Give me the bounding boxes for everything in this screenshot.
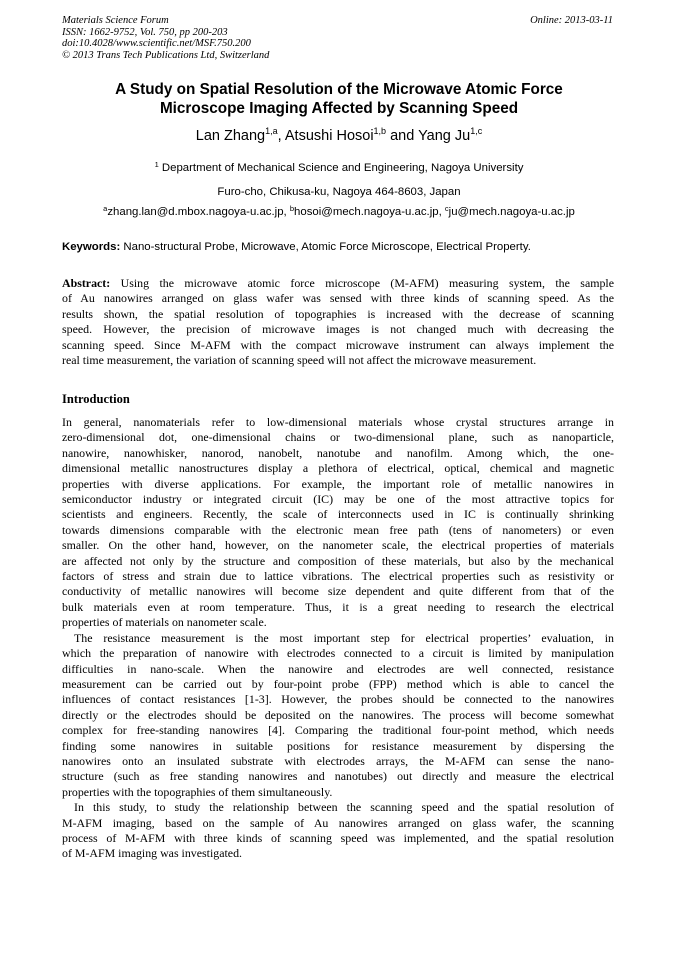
intro-p1-line: properties of materials on nanometer scale. [62,615,267,630]
intro-p2-line: structure (such as free standing nanowires and nanotubes) out directly and measure the electrical [62,769,614,784]
intro-p1-line: In general, nanomaterials refer to low-dimensional materials whose crystal structures arrange in [62,415,614,429]
intro-p2-line: finding some nanowires in suitable positions for resistance measurement by dispersing the [62,738,614,753]
email-link[interactable]: ju@mech.nagoya-u.ac.jp [448,206,575,218]
abstract-line: results shown, the spatial resolution of topographies is increased with the decrease of scanning [62,306,614,321]
intro-p1-line: conductivity of metallic nanowires will become size dependent and quite different from that of the [62,584,614,599]
intro-p2-line: properties with the topographies of them simultaneously. [62,784,333,799]
journal-header [62,15,613,61]
affil-sup: 1 [154,160,159,169]
intro-p3-line: In this study, to study the relationship between the scanning speed and the spatial resolution of [74,800,614,815]
author-affil-sup: 1,c [470,126,483,136]
email-link[interactable]: zhang.lan@d.mbox.nagoya-u.ac.jp, [107,206,290,218]
intro-p1-line: bulk materials even at room temperature. Thus, it is a great needing to research the electrical [62,599,614,614]
intro-p2-line: which the preparation of nanowire with electrodes connected to a circuit is limited by manipulation [62,646,614,661]
abstract-text: Using the microwave atomic force microscope (M-AFM) measuring system, the sample [110,276,614,290]
doi-line: doi:10.4028/www.scientific.net/MSF.750.200 [62,38,251,49]
intro-p3-line: process of M-AFM with three kinds of scanning speed was implemented, and the spatial resolution [62,830,614,845]
intro-p2-line: measurement can be carried out by four-point probe (FPP) method which is able to cancel the [62,676,614,691]
author-affil-sup: 1,a [265,126,278,136]
abstract-label: Abstract: [62,276,111,290]
intro-p1-line: zero-dimensional dot, one-dimensional chains or two-dimensional plane, such as nanoparticle, [62,430,614,445]
keywords-label: Keywords: [62,241,121,253]
abstract-line [62,276,614,291]
title-line-1: A Study on Spatial Resolution of the Microwave Atomic Force [115,81,563,98]
intro-p2-line: directly or the electrodes should be deposited on the nanowires. The process will become somewhat [62,707,614,722]
journal-name: Materials Science Forum [62,15,169,26]
intro-p2-line: nanowires onto an insulated substrate with electrodes arrays, the M-AFM can sense the nano- [62,753,614,768]
abstract-line: real time measurement, the variation of scanning speed will not affect the microwave measurement. [62,353,537,368]
intro-p1-line: properties with diverse applications. For example, the important role of metallic nanowires in [62,476,614,491]
author-name: Atsushi Hosoi [284,128,374,144]
issn-line: ISSN: 1662-9752, Vol. 750, pp 200-203 [62,26,228,38]
affiliation-department [62,162,616,175]
author-name: Yang Ju [418,128,471,144]
paper-title [62,80,616,118]
abstract-line: of Au nanowires arranged on glass wafer was sensed with three kinds of scanning speed. As the [62,291,614,306]
section-heading-introduction: Introduction [62,392,130,406]
intro-p2-line: difficulties in nano-scale. When the nanowire and electrodes are well connected, resistance [62,661,614,676]
copyright-line: © 2013 Trans Tech Publications Ltd, Switzerland [62,49,270,61]
email-sup: a [103,204,108,213]
author-separator: and [386,128,419,144]
intro-p1-line: are affected not only by the structure and composition of these materials, but also by the mechanical [62,553,614,568]
email-link[interactable]: hosoi@mech.nagoya-u.ac.jp, [294,206,445,218]
title-line-2: Microscope Imaging Affected by Scanning Speed [159,100,519,117]
keywords-text: Nano-structural Probe, Microwave, Atomic Force Microscope, Electrical Property. [120,241,531,253]
online-date: Online: 2013-03-11 [530,15,613,26]
department-text: Department of Mechanical Science and Engineering, Nagoya University [158,162,524,174]
introduction-body [62,415,614,862]
intro-p3-line: of M-AFM imaging was investigated. [62,846,242,861]
keywords-line [62,241,616,254]
affiliation-address: Furo-cho, Chikusa-ku, Nagoya 464-8603, Japan [217,186,461,198]
intro-p1-line: semiconductor industry or integrated circuit (IC) may be one of the most attractive topics for [62,492,614,507]
intro-p2-line: The resistance measurement is the most important step for electrical properties’ evaluation, in [74,630,614,645]
intro-p3-line: M-AFM imaging, based on the sample of Au nanowires arranged on glass wafer, the scanning [62,815,614,830]
intro-p1-line: scientists and engineers. Recently, the scale of interconnects used in IC is continually shrinking [62,507,614,522]
author-separator: , [277,128,285,144]
intro-p1-line: factors of stress and strain due to lattice vibrations. The electrical properties such as resistivity or [62,569,614,584]
abstract-line: speed. However, the precision of microwave images is not changed much with decreasing the [62,322,614,337]
author-name: Lan Zhang [195,128,266,144]
intro-p2-line: complex for free-standing nanowires [4]. Comparing the traditional four-point method, which needs [62,723,614,738]
author-list [62,127,616,145]
intro-p1-line: nanowire, nanowhisker, nanorod, nanobelt, nanotube and nanofilm. Among which, the one- [62,445,614,460]
author-affil-sup: 1,b [373,126,387,136]
email-sup: b [289,204,295,213]
intro-p2-line: influences of contact resistances [1-3]. However, the probes should be connected to the nanowires [62,692,614,707]
email-sup: c [444,204,449,213]
intro-p1-line: smaller. On the other hand, however, on the nanometer scale, the electrical properties of materials [62,538,614,553]
author-emails [62,206,616,219]
intro-p1-line: dimensional metallic nanostructures display a plethora of electrical, optical, chemical and magnetic [62,461,614,476]
abstract-paragraph [62,276,614,369]
intro-p1-line: towards dimensions comparable with the electronic mean free path (tens of nanometers) or even [62,522,614,537]
abstract-line: scanning speed. Since M-AFM with the compact microwave instrument can always implement the [62,337,614,352]
